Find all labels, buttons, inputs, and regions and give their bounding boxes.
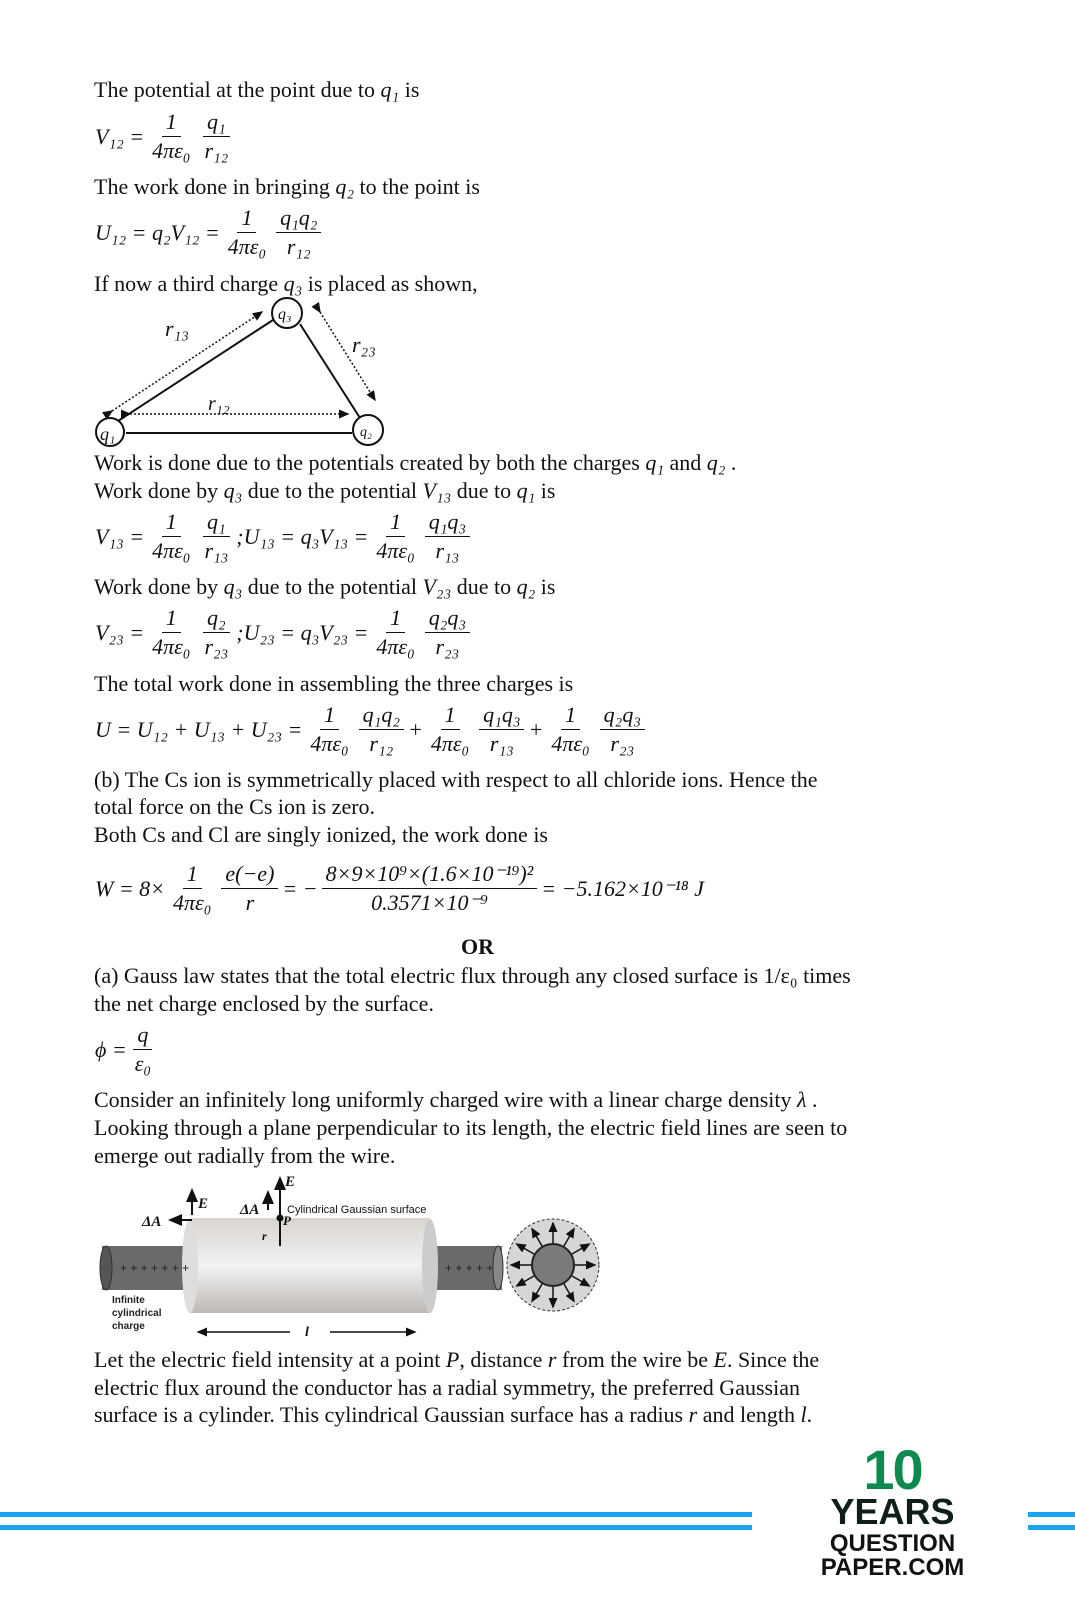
denominator: 4πε₀ bbox=[376, 538, 415, 563]
math-symbol: q₁ bbox=[380, 77, 400, 102]
numerator: q₁q₃ bbox=[479, 703, 524, 730]
footer-bar bbox=[1028, 1525, 1075, 1530]
text-run: Work done by bbox=[94, 574, 224, 599]
fraction bbox=[169, 862, 215, 915]
label-r23: r₂₃ bbox=[352, 332, 376, 357]
denominator: ε₀ bbox=[134, 1051, 152, 1076]
denominator: 4πε₀ bbox=[227, 234, 267, 259]
denominator: 4πε₀ bbox=[152, 634, 191, 659]
equation-v13 bbox=[94, 510, 473, 563]
fraction bbox=[600, 703, 645, 756]
footer-bar bbox=[0, 1512, 752, 1517]
text-run: Work done by bbox=[94, 478, 224, 503]
label-p: P bbox=[283, 1213, 291, 1228]
equation-term: V₂₃ = bbox=[95, 619, 145, 645]
numerator: q₁q₂ bbox=[359, 703, 404, 730]
fraction bbox=[306, 703, 352, 756]
text-run: and bbox=[664, 450, 707, 475]
text-line bbox=[94, 478, 555, 504]
text-run: is bbox=[535, 574, 556, 599]
denominator: 4πε₀ bbox=[310, 731, 349, 756]
numerator: 1 bbox=[561, 703, 580, 730]
text-run: due to bbox=[451, 574, 517, 599]
text-line bbox=[94, 794, 375, 820]
text-line bbox=[94, 1087, 818, 1113]
footer-bar bbox=[1028, 1512, 1075, 1517]
fraction bbox=[148, 606, 194, 659]
numerator: q₁ bbox=[203, 110, 230, 137]
text-line bbox=[94, 822, 548, 848]
label-charge: cylindrical bbox=[112, 1308, 162, 1319]
text-run: (a) Gauss law states that the total electric flux through any closed surface is 1/ε₀ times bbox=[94, 963, 851, 988]
numerator: 8×9×10⁹×(1.6×10⁻¹⁹)² bbox=[322, 862, 538, 889]
text-run: emerge out radially from the wire. bbox=[94, 1143, 396, 1168]
equation-term: U₁₂ = q₂V₁₂ = bbox=[95, 219, 220, 245]
text-line bbox=[94, 991, 434, 1017]
numerator: e(−e) bbox=[221, 862, 278, 889]
text-run: Let the electric field intensity at a point bbox=[94, 1347, 446, 1372]
equation-term: + bbox=[407, 716, 423, 742]
math-symbol: r bbox=[688, 1402, 698, 1427]
fraction bbox=[224, 206, 270, 259]
numerator: q bbox=[133, 1023, 152, 1050]
denominator: 4πε₀ bbox=[551, 731, 590, 756]
math-symbol: V₁₃ bbox=[422, 478, 452, 503]
fraction bbox=[425, 606, 470, 659]
math-symbol: E bbox=[713, 1347, 727, 1372]
text-run: Looking through a plane perpendicular to its length, the electric field lines are seen to bbox=[94, 1115, 848, 1140]
fraction bbox=[200, 510, 232, 563]
denominator: r₁₃ bbox=[204, 538, 229, 563]
label-charge: charge bbox=[112, 1321, 145, 1332]
math-symbol: q₁ bbox=[516, 478, 536, 503]
fraction bbox=[322, 862, 538, 915]
equation-term: + bbox=[528, 716, 544, 742]
fraction bbox=[200, 606, 232, 659]
fraction bbox=[131, 1023, 155, 1076]
label-delta-a: ΔA bbox=[240, 1202, 260, 1218]
label-q2: q₂ bbox=[360, 425, 372, 440]
fraction bbox=[427, 703, 473, 756]
label-r12: r₁₂ bbox=[208, 393, 230, 415]
fraction bbox=[547, 703, 593, 756]
equation-term: W = 8× bbox=[95, 875, 166, 901]
text-run: due to bbox=[451, 478, 517, 503]
denominator: r₂₃ bbox=[435, 634, 460, 659]
numerator: q₁ bbox=[203, 510, 230, 537]
label-q3: q₃ bbox=[278, 306, 292, 323]
denominator: r bbox=[245, 890, 255, 915]
denominator: r₁₃ bbox=[435, 538, 460, 563]
text-run: is bbox=[535, 478, 556, 503]
equation-term: = − bbox=[282, 875, 318, 901]
numerator: q₂ bbox=[203, 606, 230, 633]
fraction bbox=[372, 606, 418, 659]
label-e: E bbox=[198, 1196, 209, 1212]
logo-site: QUESTION PAPER.COM bbox=[820, 1530, 965, 1581]
equation-term: ;U₁₃ = q₃V₁₃ = bbox=[236, 523, 369, 549]
text-run: . Since the bbox=[726, 1347, 820, 1372]
denominator: r₁₂ bbox=[286, 234, 311, 259]
label-r: r bbox=[262, 1229, 267, 1243]
math-symbol: q₃ bbox=[283, 271, 303, 296]
denominator: r₁₂ bbox=[204, 138, 229, 163]
numerator: q₁q₂ bbox=[276, 206, 321, 233]
equation-v12 bbox=[94, 110, 235, 163]
equation-term: U = U₁₂ + U₁₃ + U₂₃ = bbox=[95, 716, 303, 742]
math-symbol: l bbox=[800, 1402, 807, 1427]
math-symbol: P bbox=[445, 1347, 460, 1372]
denominator: 4πε₀ bbox=[152, 538, 191, 563]
fraction bbox=[372, 510, 418, 563]
text-line bbox=[94, 1375, 800, 1401]
numerator: 1 bbox=[237, 206, 256, 233]
equation-term: V₁₂ = bbox=[95, 123, 145, 149]
denominator: 4πε₀ bbox=[173, 890, 212, 915]
or-heading bbox=[0, 934, 955, 960]
text-run: electric flux around the conductor has a radial symmetry, the preferred Gaussian bbox=[94, 1375, 800, 1400]
equation-term: = −5.162×10⁻¹⁸ J bbox=[541, 875, 704, 901]
label-delta-a: ΔA bbox=[142, 1214, 162, 1230]
text-line bbox=[94, 1143, 395, 1169]
logo-years: YEARS bbox=[830, 1491, 955, 1532]
plus-charges-right: + + + + + bbox=[445, 1261, 494, 1275]
equation-gauss bbox=[94, 1023, 158, 1076]
label-e: E bbox=[285, 1174, 296, 1190]
label-gaussian-surface: Cylindrical Gaussian surface bbox=[287, 1204, 427, 1216]
text-run: is bbox=[399, 77, 420, 102]
text-run: and length bbox=[697, 1402, 801, 1427]
text-line bbox=[94, 767, 818, 793]
equation-term: ;U₂₃ = q₃V₂₃ = bbox=[236, 619, 369, 645]
denominator: r₁₂ bbox=[369, 731, 394, 756]
math-symbol: q₁ bbox=[645, 450, 664, 475]
text-run: (b) The Cs ion is symmetrically placed with respect to all chloride ions. Hence the bbox=[94, 767, 818, 792]
text-run: Work is done due to the potentials created by both the charges bbox=[94, 450, 646, 475]
text-run: . bbox=[725, 450, 737, 475]
fraction bbox=[200, 110, 232, 163]
text-line bbox=[94, 1347, 819, 1373]
text-run: . bbox=[806, 1402, 813, 1427]
fraction bbox=[276, 206, 321, 259]
math-symbol: λ bbox=[797, 1087, 807, 1112]
numerator: 1 bbox=[162, 510, 181, 537]
numerator: q₂q₃ bbox=[425, 606, 470, 633]
fraction bbox=[425, 510, 470, 563]
text-run: to the point is bbox=[354, 174, 480, 199]
text-line bbox=[94, 1115, 847, 1141]
text-run: . bbox=[806, 1087, 818, 1112]
denominator: 4πε₀ bbox=[152, 138, 191, 163]
text-run: total force on the Cs ion is zero. bbox=[94, 794, 376, 819]
text-run: Consider an infinitely long uniformly charged wire with a linear charge density bbox=[94, 1087, 798, 1112]
math-symbol: q₃ bbox=[223, 478, 243, 503]
denominator: 4πε₀ bbox=[430, 731, 470, 756]
text-run: The total work done in assembling the three charges is bbox=[94, 671, 574, 696]
numerator: 1 bbox=[386, 606, 405, 633]
charge-triangle-diagram bbox=[0, 290, 420, 455]
denominator: r₂₃ bbox=[610, 731, 635, 756]
text-line bbox=[94, 1402, 812, 1428]
numerator: 1 bbox=[162, 110, 181, 137]
math-symbol: q₂ bbox=[516, 574, 536, 599]
text-line bbox=[94, 174, 480, 200]
site-logo bbox=[760, 1438, 1025, 1581]
text-line bbox=[94, 450, 736, 476]
numerator: 1 bbox=[183, 862, 202, 889]
text-line bbox=[94, 77, 419, 103]
denominator: r₁₃ bbox=[489, 731, 514, 756]
denominator: 4πε₀ bbox=[376, 634, 415, 659]
text-line bbox=[94, 574, 555, 600]
text-line bbox=[94, 963, 851, 989]
math-symbol: q₂ bbox=[335, 174, 355, 199]
text-run: If now a third charge bbox=[94, 271, 284, 296]
equation-v23 bbox=[94, 606, 473, 659]
radial-field-cross-section bbox=[507, 1219, 599, 1311]
equation-total-work bbox=[94, 703, 648, 756]
text-run: from the wire be bbox=[556, 1347, 714, 1372]
fraction bbox=[148, 510, 194, 563]
label-charge: Infinite bbox=[112, 1295, 145, 1306]
text-run: is placed as shown, bbox=[302, 271, 478, 296]
text-run: OR bbox=[461, 934, 494, 959]
text-run: The work done in bringing bbox=[94, 174, 336, 199]
fraction bbox=[221, 862, 278, 915]
text-run: the net charge enclosed by the surface. bbox=[94, 991, 434, 1016]
math-symbol: q₂ bbox=[706, 450, 726, 475]
logo-number: 10 bbox=[863, 1438, 922, 1501]
text-run: The potential at the point due to bbox=[94, 77, 381, 102]
fraction bbox=[148, 110, 194, 163]
equation-term: V₁₃ = bbox=[95, 523, 145, 549]
text-run: due to the potential bbox=[242, 574, 423, 599]
label-q1: q₁ bbox=[100, 424, 116, 444]
denominator: r₂₃ bbox=[204, 634, 229, 659]
denominator: 0.3571×10⁻⁹ bbox=[371, 890, 488, 915]
equation-u12 bbox=[94, 206, 324, 259]
equation-work bbox=[94, 862, 705, 915]
numerator: 1 bbox=[320, 703, 339, 730]
numerator: 1 bbox=[386, 510, 405, 537]
equation-term: ϕ = bbox=[95, 1036, 127, 1062]
label-l: l bbox=[305, 1325, 309, 1340]
numerator: q₁q₃ bbox=[425, 510, 470, 537]
math-symbol: V₂₃ bbox=[422, 574, 452, 599]
numerator: q₂q₃ bbox=[600, 703, 645, 730]
gaussian-cylinder-figure bbox=[90, 1170, 610, 1345]
fraction bbox=[479, 703, 524, 756]
text-run: due to the potential bbox=[242, 478, 423, 503]
math-symbol: q₃ bbox=[223, 574, 243, 599]
label-r13: r₁₃ bbox=[165, 316, 189, 341]
numerator: 1 bbox=[441, 703, 460, 730]
text-line bbox=[94, 671, 573, 697]
fraction bbox=[359, 703, 404, 756]
plus-charges-left: + + + + + + + bbox=[120, 1261, 190, 1275]
math-symbol: r bbox=[547, 1347, 557, 1372]
text-run: , distance bbox=[459, 1347, 548, 1372]
footer-bar bbox=[0, 1525, 752, 1530]
text-run: Both Cs and Cl are singly ionized, the work done is bbox=[94, 822, 548, 847]
numerator: 1 bbox=[162, 606, 181, 633]
text-run: surface is a cylinder. This cylindrical Gaussian surface has a radius bbox=[94, 1402, 689, 1427]
